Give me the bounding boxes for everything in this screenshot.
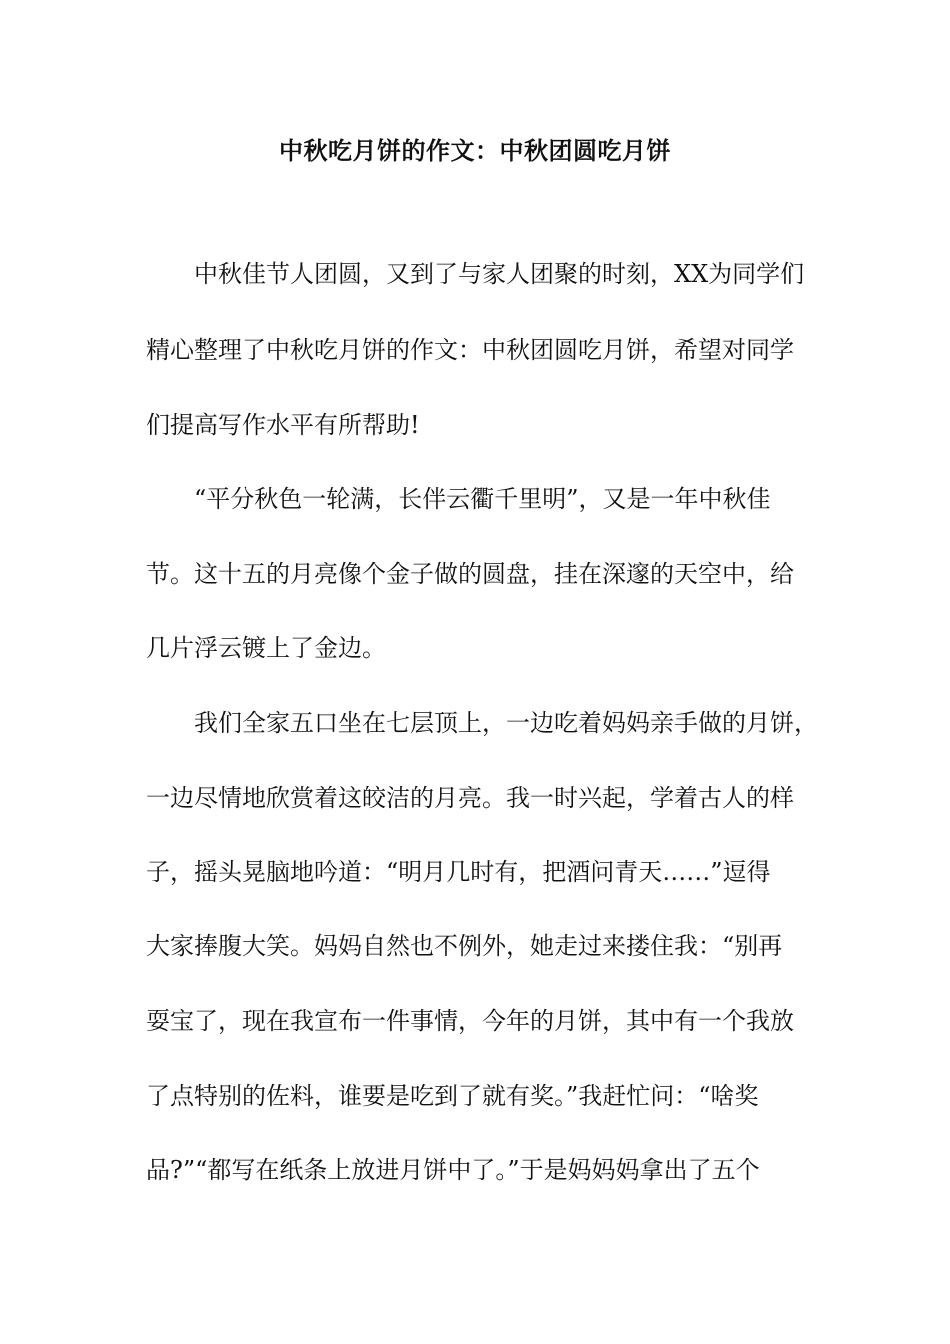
paragraph-line: “平分秋色一轮满，长伴云衢千里明”，又是一年中秋佳	[194, 485, 771, 513]
paragraph-line: 节。这十五的月亮像个金子做的圆盘，挂在深邃的天空中，给	[146, 560, 794, 588]
paragraph-line: 几片浮云镀上了金边。	[146, 634, 386, 662]
paragraph-line: 品?”“都写在纸条上放进月饼中了。”于是妈妈妈拿出了五个	[146, 1156, 760, 1184]
paragraph-line: 子，摇头晃脑地吟道：“明月几时有，把酒问青天……”逗得	[146, 858, 771, 886]
document-title: 中秋吃月饼的作文：中秋团圆吃月饼	[279, 136, 671, 165]
paragraph-line: 中秋佳节人团圆，又到了与家人团聚的时刻，XX为同学们	[194, 260, 805, 288]
paragraph-line: 大家捧腹大笑。妈妈自然也不例外，她走过来搂住我：“别再	[146, 932, 783, 960]
paragraph-line: 我们全家五口坐在七层顶上，一边吃着妈妈亲手做的月饼，	[194, 709, 818, 737]
paragraph-line: 了点特别的佐料，谁要是吃到了就有奖。”我赶忙问：“啥奖	[146, 1082, 759, 1110]
paragraph-line: 们提高写作水平有所帮助!	[146, 411, 420, 439]
paragraph-line: 精心整理了中秋吃月饼的作文：中秋团圆吃月饼，希望对同学	[146, 336, 794, 364]
paragraph-line: 一边尽情地欣赏着这皎洁的月亮。我一时兴起，学着古人的样	[146, 784, 794, 812]
paragraph-line: 耍宝了，现在我宣布一件事情，今年的月饼，其中有一个我放	[146, 1007, 794, 1035]
